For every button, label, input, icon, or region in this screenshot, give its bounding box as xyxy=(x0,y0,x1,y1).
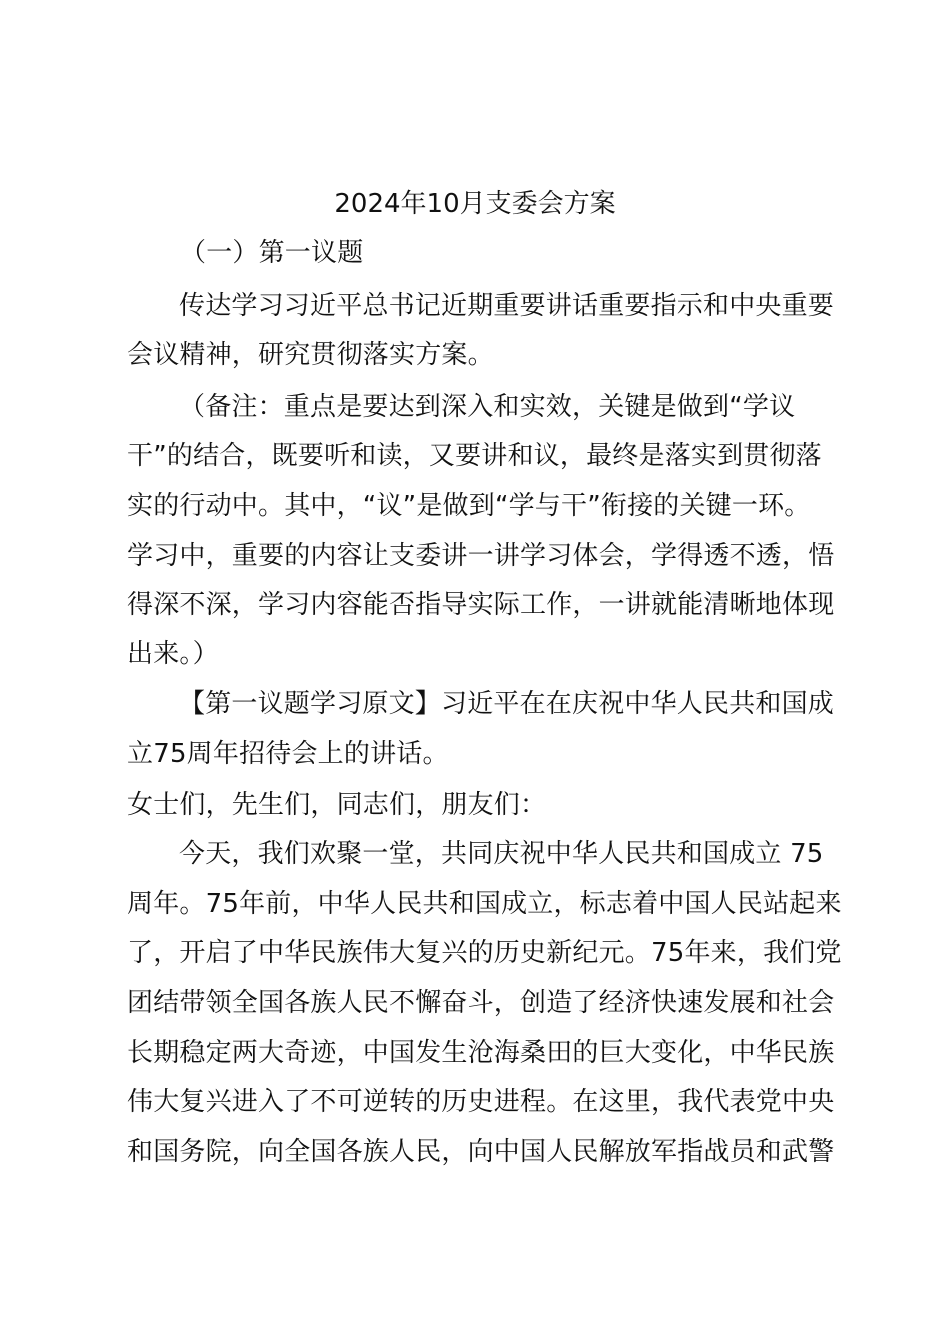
paragraph-line: 传达学习习近平总书记近期重要讲话重要指示和中央重要 xyxy=(179,291,835,321)
paragraph-line: 团结带领全国各族人民不懈奋斗，创造了经济快速发展和社会 xyxy=(127,988,835,1018)
note-line: 出来。） xyxy=(127,639,219,669)
document-title: 2024年10月支委会方案 xyxy=(334,189,616,219)
paragraph-line: 【第一议题学习原文】习近平在在庆祝中华人民共和国成 xyxy=(179,689,835,719)
section-heading: （一）第一议题 xyxy=(180,238,364,268)
note-line: （备注：重点是要达到深入和实效，关键是做到“学议 xyxy=(179,392,796,422)
note-line: 实的行动中。其中，“议”是做到“学与干”衔接的关键一环。 xyxy=(127,491,811,521)
paragraph-line: 会议精神，研究贯彻落实方案。 xyxy=(127,340,494,370)
paragraph-line: 今天，我们欢聚一堂，共同庆祝中华人民共和国成立 75 xyxy=(179,839,824,869)
paragraph-line: 和国务院，向全国各族人民，向中国人民解放军指战员和武警 xyxy=(127,1137,835,1167)
note-line: 得深不深，学习内容能否指导实际工作，一讲就能清晰地体现 xyxy=(127,590,835,620)
paragraph-line: 周年。75年前，中华人民共和国成立，标志着中国人民站起来 xyxy=(127,889,842,919)
note-line: 干”的结合，既要听和读，又要讲和议，最终是落实到贯彻落 xyxy=(127,441,822,471)
salutation-line: 女士们，先生们，同志们，朋友们： xyxy=(127,790,547,820)
paragraph-line: 长期稳定两大奇迹，中国发生沧海桑田的巨大变化，中华民族 xyxy=(127,1038,835,1068)
paragraph-line: 了，开启了中华民族伟大复兴的历史新纪元。75年来，我们党 xyxy=(127,938,842,968)
paragraph-line: 立75周年招待会上的讲话。 xyxy=(127,739,449,769)
paragraph-line: 伟大复兴进入了不可逆转的历史进程。在这里，我代表党中央 xyxy=(127,1087,835,1117)
note-line: 学习中，重要的内容让支委讲一讲学习体会，学得透不透，悟 xyxy=(127,541,835,571)
